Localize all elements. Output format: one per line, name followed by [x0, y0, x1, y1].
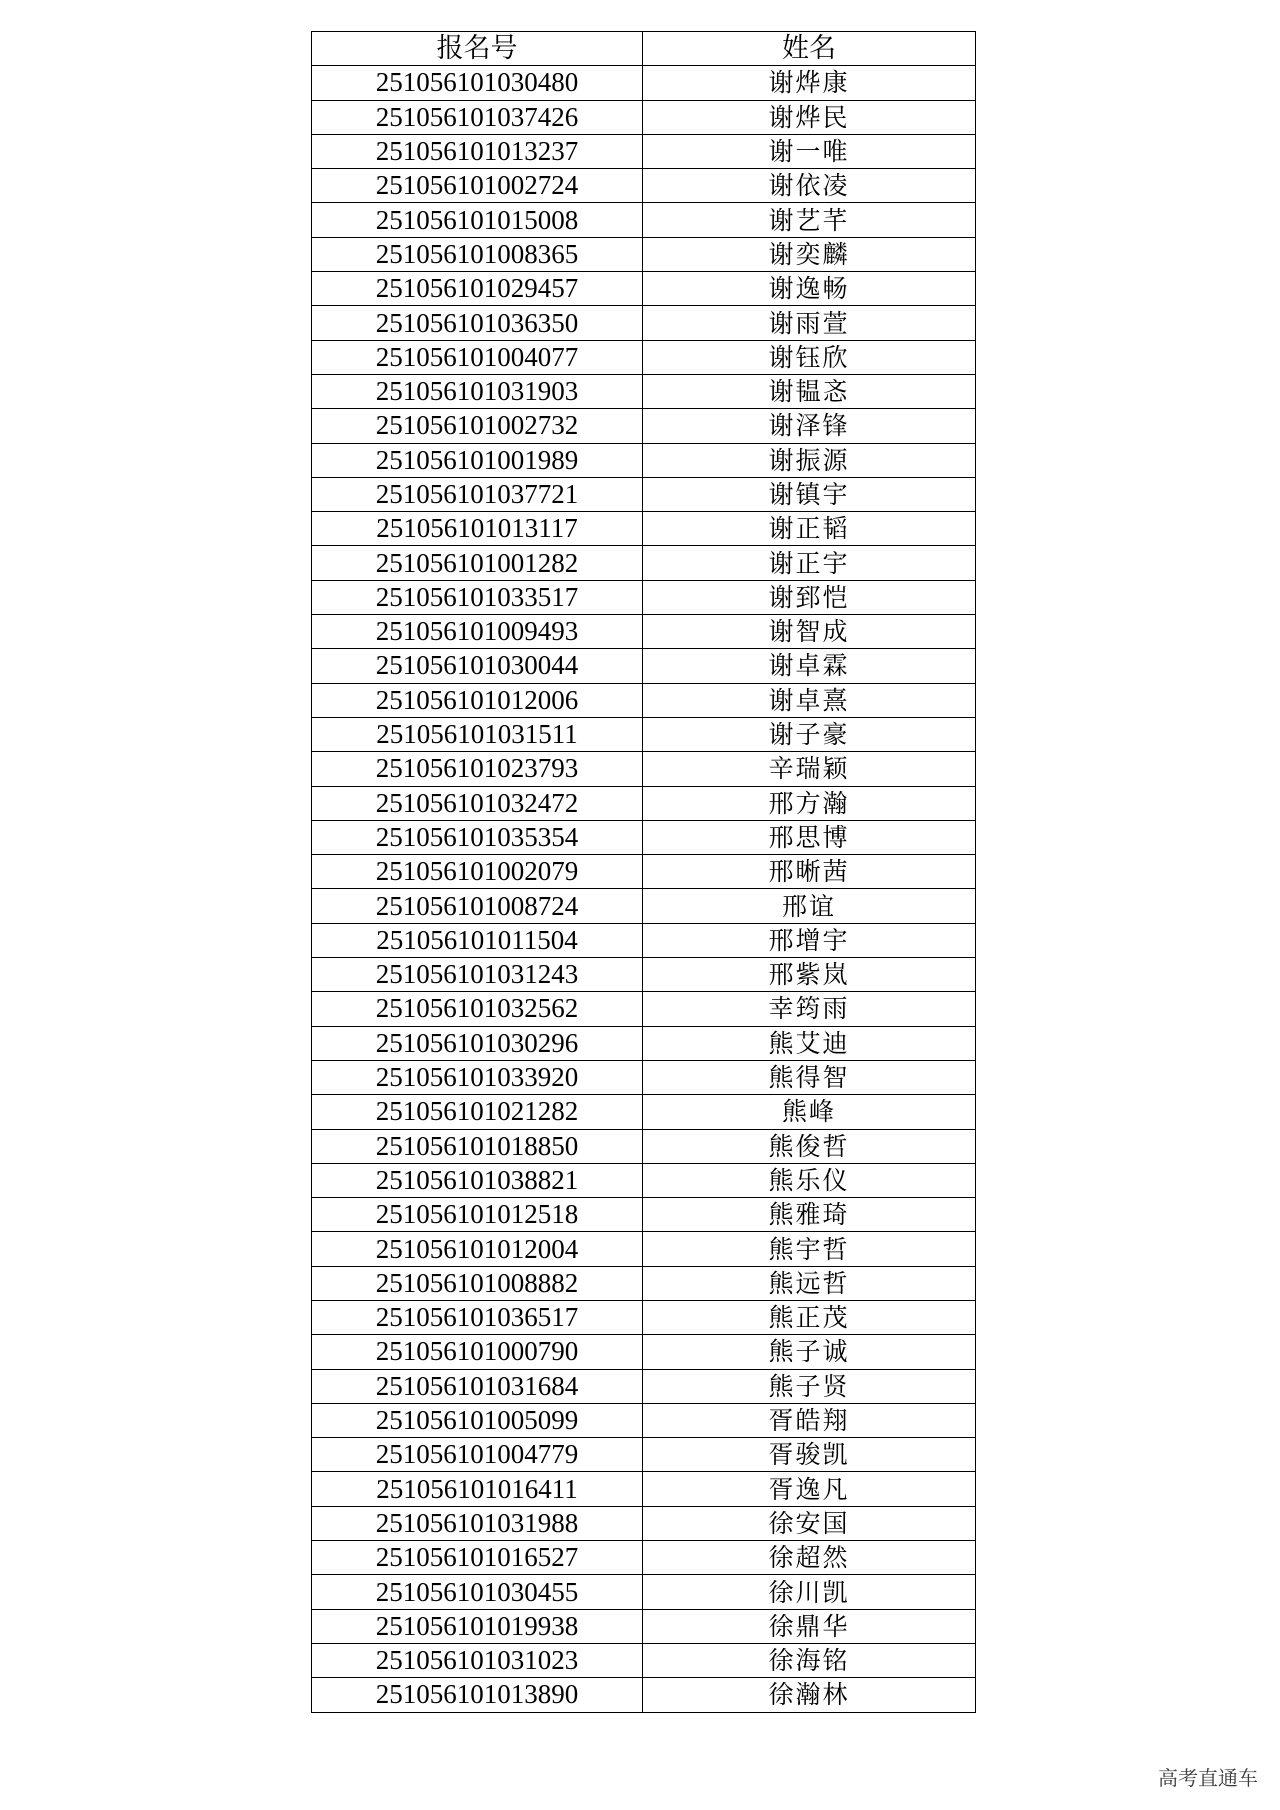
name-cell: 熊雅琦	[643, 1198, 976, 1232]
table-row	[312, 477, 976, 511]
table-row	[312, 1678, 976, 1712]
table-row	[312, 1095, 976, 1129]
registration-number-cell: 251056101031903	[312, 374, 643, 408]
table-row	[312, 1472, 976, 1506]
table-row	[312, 1369, 976, 1403]
name-cell: 熊子贤	[643, 1369, 976, 1403]
name-cell: 邢思博	[643, 820, 976, 854]
name-cell: 熊艾迪	[643, 1026, 976, 1060]
registration-number-cell: 251056101011504	[312, 923, 643, 957]
name-cell: 熊宇哲	[643, 1232, 976, 1266]
table-row	[312, 1129, 976, 1163]
registration-number-cell: 251056101008882	[312, 1266, 643, 1300]
registration-number-cell: 251056101013237	[312, 134, 643, 168]
table-row	[312, 169, 976, 203]
table-row	[312, 889, 976, 923]
name-cell: 徐川凯	[643, 1575, 976, 1609]
table-row	[312, 1575, 976, 1609]
name-cell: 邢谊	[643, 889, 976, 923]
name-cell: 谢逸畅	[643, 272, 976, 306]
table-row	[312, 272, 976, 306]
name-cell: 辛瑞颖	[643, 752, 976, 786]
name-cell: 谢烨民	[643, 100, 976, 134]
table-row	[312, 1335, 976, 1369]
registration-number-cell: 251056101037426	[312, 100, 643, 134]
header-row	[312, 32, 976, 66]
table-row	[312, 374, 976, 408]
table-row	[312, 237, 976, 271]
table-row	[312, 615, 976, 649]
registration-number-cell: 251056101001989	[312, 443, 643, 477]
table-row	[312, 66, 976, 100]
name-cell: 徐安国	[643, 1506, 976, 1540]
table-row	[312, 1506, 976, 1540]
table-row	[312, 958, 976, 992]
table-row	[312, 820, 976, 854]
registration-number-cell: 251056101031988	[312, 1506, 643, 1540]
name-cell: 谢一唯	[643, 134, 976, 168]
registration-number-cell: 251056101002079	[312, 855, 643, 889]
name-cell: 谢智成	[643, 615, 976, 649]
registration-number-cell: 251056101030044	[312, 649, 643, 683]
name-cell: 徐鼎华	[643, 1609, 976, 1643]
registration-number-cell: 251056101008724	[312, 889, 643, 923]
name-cell: 胥骏凯	[643, 1438, 976, 1472]
registration-number-cell: 251056101016411	[312, 1472, 643, 1506]
registration-number-cell: 251056101005099	[312, 1403, 643, 1437]
table-row	[312, 306, 976, 340]
registration-number-cell: 251056101031243	[312, 958, 643, 992]
name-cell: 熊峰	[643, 1095, 976, 1129]
name-cell: 熊远哲	[643, 1266, 976, 1300]
registration-number-cell: 251056101029457	[312, 272, 643, 306]
table-row	[312, 203, 976, 237]
registration-number-cell: 251056101037721	[312, 477, 643, 511]
name-cell: 谢子豪	[643, 717, 976, 751]
registration-number-cell: 251056101031023	[312, 1643, 643, 1677]
table-row	[312, 1403, 976, 1437]
name-cell: 谢卓霖	[643, 649, 976, 683]
name-cell: 谢正宇	[643, 546, 976, 580]
registration-number-cell: 251056101038821	[312, 1163, 643, 1197]
registration-number-cell: 251056101036517	[312, 1300, 643, 1334]
table-body	[312, 66, 976, 1712]
table-row	[312, 683, 976, 717]
name-cell: 熊俊哲	[643, 1129, 976, 1163]
table-row	[312, 1643, 976, 1677]
table-row	[312, 134, 976, 168]
registration-number-cell: 251056101001282	[312, 546, 643, 580]
candidate-table	[311, 31, 976, 1713]
registration-number-cell: 251056101032472	[312, 786, 643, 820]
table-row	[312, 1026, 976, 1060]
name-cell: 胥逸凡	[643, 1472, 976, 1506]
registration-number-cell: 251056101021282	[312, 1095, 643, 1129]
table-row	[312, 855, 976, 889]
name-cell: 谢依凌	[643, 169, 976, 203]
table-row	[312, 1198, 976, 1232]
registration-number-cell: 251056101023793	[312, 752, 643, 786]
registration-number-cell: 251056101031684	[312, 1369, 643, 1403]
registration-number-cell: 251056101030296	[312, 1026, 643, 1060]
table-row	[312, 752, 976, 786]
registration-number-cell: 251056101035354	[312, 820, 643, 854]
table-row	[312, 1541, 976, 1575]
registration-number-cell: 251056101036350	[312, 306, 643, 340]
registration-number-cell: 251056101009493	[312, 615, 643, 649]
name-cell: 谢正韬	[643, 512, 976, 546]
table-row	[312, 717, 976, 751]
watermark-text: 高考直通车	[1158, 1766, 1258, 1790]
registration-number-cell: 251056101002732	[312, 409, 643, 443]
name-cell: 幸筠雨	[643, 992, 976, 1026]
table-row	[312, 580, 976, 614]
name-cell: 谢韫忞	[643, 374, 976, 408]
registration-number-cell: 251056101012518	[312, 1198, 643, 1232]
header-name: 姓名	[643, 32, 976, 66]
registration-number-cell: 251056101008365	[312, 237, 643, 271]
registration-number-cell: 251056101004077	[312, 340, 643, 374]
registration-number-cell: 251056101016527	[312, 1541, 643, 1575]
name-cell: 谢振源	[643, 443, 976, 477]
registration-number-cell: 251056101032562	[312, 992, 643, 1026]
name-cell: 胥皓翔	[643, 1403, 976, 1437]
registration-number-cell: 251056101019938	[312, 1609, 643, 1643]
table-row	[312, 992, 976, 1026]
name-cell: 邢增宇	[643, 923, 976, 957]
registration-number-cell: 251056101002724	[312, 169, 643, 203]
table-row	[312, 1060, 976, 1094]
registration-number-cell: 251056101033517	[312, 580, 643, 614]
name-cell: 邢方瀚	[643, 786, 976, 820]
registration-number-cell: 251056101030455	[312, 1575, 643, 1609]
name-cell: 谢雨萱	[643, 306, 976, 340]
registration-number-cell: 251056101015008	[312, 203, 643, 237]
name-cell: 邢晰茜	[643, 855, 976, 889]
registration-number-cell: 251056101012004	[312, 1232, 643, 1266]
table-row	[312, 443, 976, 477]
name-cell: 谢泽锋	[643, 409, 976, 443]
table-row	[312, 512, 976, 546]
table-row	[312, 1300, 976, 1334]
header-registration-number: 报名号	[312, 32, 643, 66]
name-cell: 熊得智	[643, 1060, 976, 1094]
table-row	[312, 100, 976, 134]
name-cell: 徐瀚林	[643, 1678, 976, 1712]
table-row	[312, 649, 976, 683]
registration-number-cell: 251056101004779	[312, 1438, 643, 1472]
name-cell: 谢烨康	[643, 66, 976, 100]
table-header	[312, 32, 976, 66]
name-cell: 熊乐仪	[643, 1163, 976, 1197]
registration-number-cell: 251056101018850	[312, 1129, 643, 1163]
registration-number-cell: 251056101012006	[312, 683, 643, 717]
table-row	[312, 1163, 976, 1197]
table-row	[312, 1609, 976, 1643]
name-cell: 谢郅恺	[643, 580, 976, 614]
table-row	[312, 1266, 976, 1300]
registration-number-cell: 251056101033920	[312, 1060, 643, 1094]
name-cell: 谢钰欣	[643, 340, 976, 374]
name-cell: 谢镇宇	[643, 477, 976, 511]
name-cell: 熊子诚	[643, 1335, 976, 1369]
name-cell: 徐超然	[643, 1541, 976, 1575]
registration-number-cell: 251056101013117	[312, 512, 643, 546]
name-cell: 谢奕麟	[643, 237, 976, 271]
name-cell: 徐海铭	[643, 1643, 976, 1677]
table-row	[312, 786, 976, 820]
table-row	[312, 1232, 976, 1266]
registration-number-cell: 251056101031511	[312, 717, 643, 751]
registration-number-cell: 251056101030480	[312, 66, 643, 100]
table-row	[312, 409, 976, 443]
name-cell: 谢艺芊	[643, 203, 976, 237]
table-row	[312, 923, 976, 957]
registration-number-cell: 251056101000790	[312, 1335, 643, 1369]
name-cell: 邢紫岚	[643, 958, 976, 992]
registration-number-cell: 251056101013890	[312, 1678, 643, 1712]
table-row	[312, 340, 976, 374]
table-row	[312, 1438, 976, 1472]
name-cell: 谢卓熹	[643, 683, 976, 717]
table-row	[312, 546, 976, 580]
name-cell: 熊正茂	[643, 1300, 976, 1334]
